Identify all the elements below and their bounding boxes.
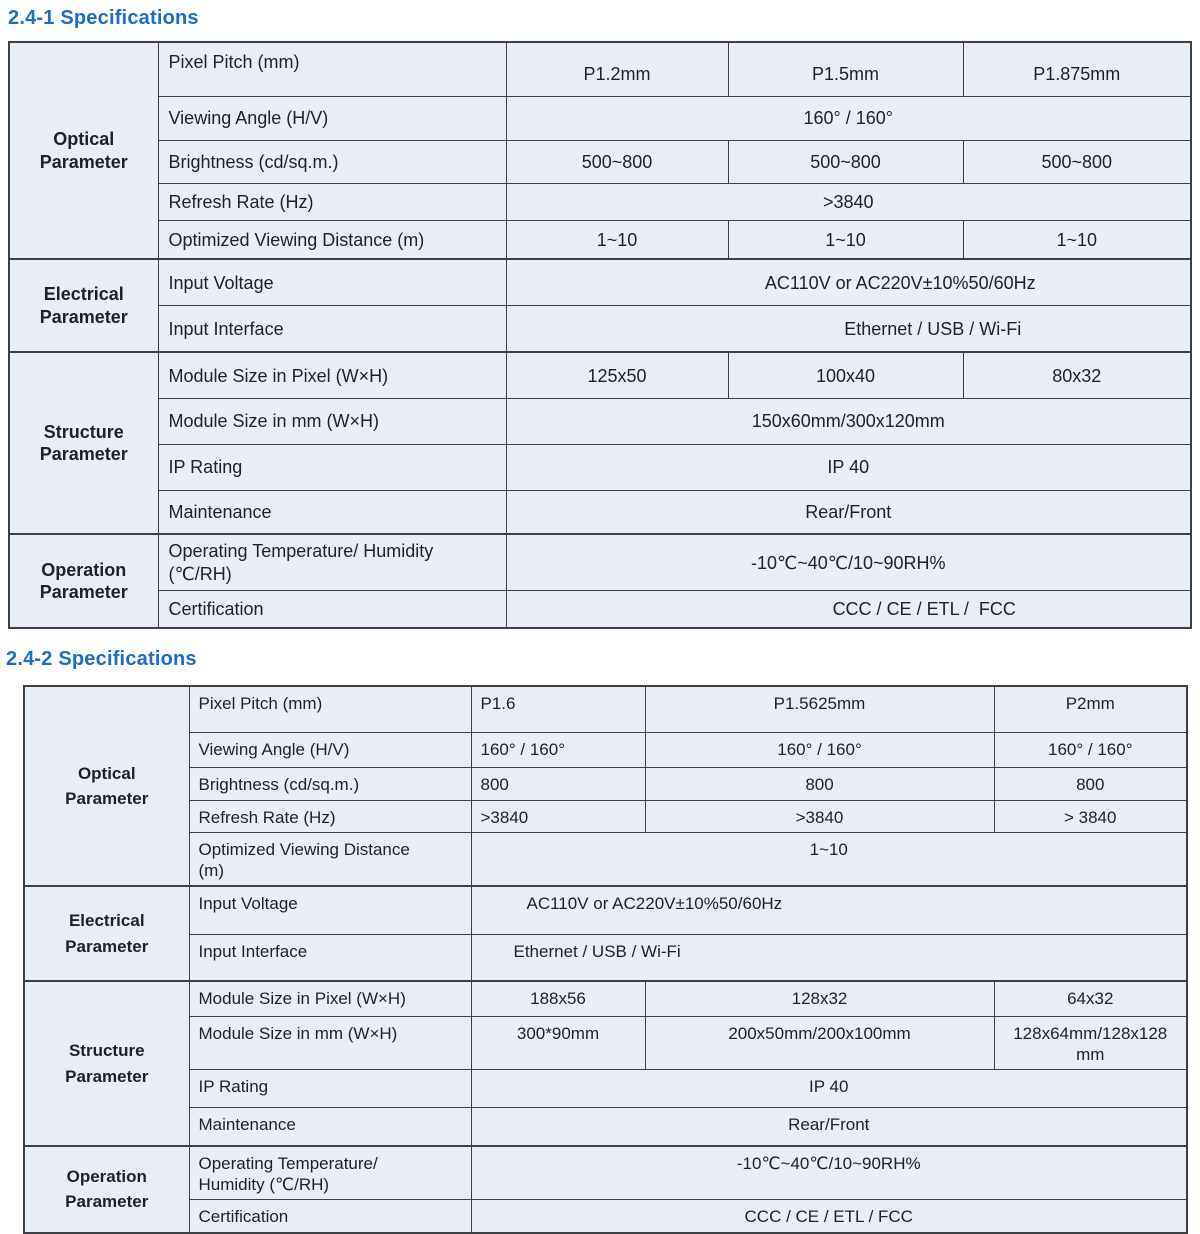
pixel-pitch-label: Pixel Pitch (mm) [158, 42, 506, 96]
viewing-distance-label: Optimized Viewing Distance (m) [189, 832, 471, 886]
module-size-pixel-value-2: 128x32 [645, 981, 994, 1016]
input-voltage-value: AC110V or AC220V±10%50/60Hz [471, 886, 1187, 934]
maintenance-label: Maintenance [158, 490, 506, 534]
pixel-pitch-value-3: P2mm [994, 686, 1187, 732]
module-size-mm-value: 150x60mm/300x120mm [506, 398, 1191, 444]
certification-value: CCC / CE / ETL / FCC [471, 1200, 1187, 1233]
module-size-pixel-label: Module Size in Pixel (W×H) [189, 981, 471, 1016]
specifications-table-2-4-2 [23, 685, 1188, 1234]
maintenance-value: Rear/Front [506, 490, 1191, 534]
module-size-pixel-label: Module Size in Pixel (W×H) [158, 352, 506, 398]
pixel-pitch-value-1: P1.2mm [506, 42, 728, 96]
viewing-angle-value-2: 160° / 160° [645, 732, 994, 767]
brightness-value-1: 800 [471, 767, 645, 800]
viewing-angle-label: Viewing Angle (H/V) [158, 96, 506, 140]
brightness-label: Brightness (cd/sq.m.) [189, 767, 471, 800]
input-interface-label: Input Interface [189, 934, 471, 981]
module-size-mm-value-1: 300*90mm [471, 1016, 645, 1070]
ip-rating-value: IP 40 [506, 444, 1191, 490]
group-structure-parameter: Structure Parameter [24, 981, 189, 1146]
group-structure-parameter: Structure Parameter [9, 352, 158, 534]
group-electrical-parameter: Electrical Parameter [9, 259, 158, 352]
operating-temp-label: Operating Temperature/ Humidity (℃/RH) [158, 534, 506, 590]
viewing-distance-value: 1~10 [471, 832, 1187, 886]
refresh-rate-value-1: >3840 [471, 800, 645, 832]
viewing-angle-value-3: 160° / 160° [994, 732, 1187, 767]
module-size-mm-value-3: 128x64mm/128x128mm [994, 1016, 1187, 1070]
input-voltage-label: Input Voltage [189, 886, 471, 934]
module-size-pixel-value-3: 80x32 [963, 352, 1191, 398]
pixel-pitch-label: Pixel Pitch (mm) [189, 686, 471, 732]
maintenance-value: Rear/Front [471, 1108, 1187, 1146]
input-voltage-label: Input Voltage [158, 259, 506, 305]
module-size-pixel-value-2: 100x40 [728, 352, 963, 398]
specifications-table-2-4-1 [8, 41, 1192, 629]
group-operation-parameter: Operation Parameter [24, 1146, 189, 1233]
viewing-angle-label: Viewing Angle (H/V) [189, 732, 471, 767]
maintenance-label: Maintenance [189, 1108, 471, 1146]
certification-label: Certification [158, 590, 506, 628]
operating-temp-value: -10℃~40℃/10~90RH% [471, 1146, 1187, 1200]
certification-label: Certification [189, 1200, 471, 1233]
pixel-pitch-value-1: P1.6 [471, 686, 645, 732]
input-voltage-value: AC110V or AC220V±10%50/60Hz [506, 259, 1191, 305]
viewing-distance-value-2: 1~10 [728, 220, 963, 259]
module-size-mm-label: Module Size in mm (W×H) [189, 1016, 471, 1070]
group-electrical-parameter: Electrical Parameter [24, 886, 189, 981]
pixel-pitch-value-3: P1.875mm [963, 42, 1191, 96]
refresh-rate-value-2: >3840 [645, 800, 994, 832]
input-interface-label: Input Interface [158, 305, 506, 352]
pixel-pitch-value-2: P1.5mm [728, 42, 963, 96]
brightness-value-3: 800 [994, 767, 1187, 800]
ip-rating-label: IP Rating [189, 1070, 471, 1108]
input-interface-value: Ethernet / USB / Wi-Fi [471, 934, 1187, 981]
group-optical-parameter: Optical Parameter [24, 686, 189, 886]
refresh-rate-label: Refresh Rate (Hz) [158, 183, 506, 220]
brightness-value-2: 800 [645, 767, 994, 800]
group-operation-parameter: Operation Parameter [9, 534, 158, 628]
brightness-label: Brightness (cd/sq.m.) [158, 140, 506, 183]
ip-rating-value: IP 40 [471, 1070, 1187, 1108]
section-heading-2-4-1: 2.4-1 Specifications [8, 7, 199, 29]
viewing-angle-value-1: 160° / 160° [471, 732, 645, 767]
viewing-angle-value: 160° / 160° [506, 96, 1191, 140]
viewing-distance-label: Optimized Viewing Distance (m) [158, 220, 506, 259]
module-size-mm-label: Module Size in mm (W×H) [158, 398, 506, 444]
input-interface-value: Ethernet / USB / Wi-Fi [506, 305, 1191, 352]
brightness-value-1: 500~800 [506, 140, 728, 183]
operating-temp-label: Operating Temperature/ Humidity (℃/RH) [189, 1146, 471, 1200]
brightness-value-3: 500~800 [963, 140, 1191, 183]
module-size-pixel-value-1: 188x56 [471, 981, 645, 1016]
module-size-pixel-value-3: 64x32 [994, 981, 1187, 1016]
group-optical-parameter: Optical Parameter [9, 42, 158, 259]
module-size-pixel-value-1: 125x50 [506, 352, 728, 398]
ip-rating-label: IP Rating [158, 444, 506, 490]
refresh-rate-value-3: > 3840 [994, 800, 1187, 832]
operating-temp-value: -10℃~40℃/10~90RH% [506, 534, 1191, 590]
pixel-pitch-value-2: P1.5625mm [645, 686, 994, 732]
brightness-value-2: 500~800 [728, 140, 963, 183]
viewing-distance-value-3: 1~10 [963, 220, 1191, 259]
refresh-rate-label: Refresh Rate (Hz) [189, 800, 471, 832]
section-heading-2-4-2: 2.4-2 Specifications [6, 648, 197, 670]
module-size-mm-value-2: 200x50mm/200x100mm [645, 1016, 994, 1070]
refresh-rate-value: >3840 [506, 183, 1191, 220]
certification-value: CCC / CE / ETL / FCC [506, 590, 1191, 628]
viewing-distance-value-1: 1~10 [506, 220, 728, 259]
